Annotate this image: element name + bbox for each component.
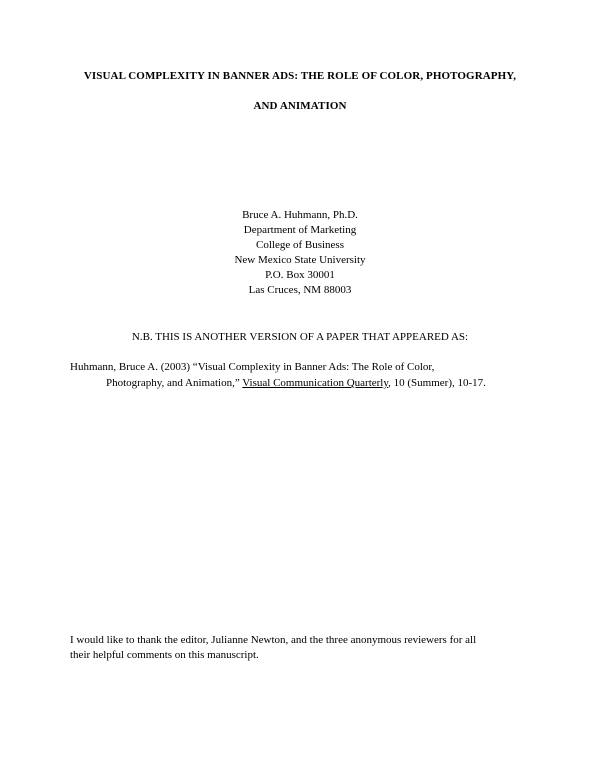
author-university: New Mexico State University: [234, 254, 366, 266]
author-city: Las Cruces, NM 88003: [248, 284, 352, 296]
acknowledgement-line-2: their helpful comments on this manuscript.: [70, 649, 259, 661]
version-note: N.B. THIS IS ANOTHER VERSION OF A PAPER THAT APPEARED AS:: [131, 331, 469, 343]
citation-line-2: [70, 375, 540, 391]
citation-text: Photography, and Animation,”: [106, 377, 243, 389]
journal-title: Visual Communication Quarterly: [242, 377, 389, 389]
author-po-box: P.O. Box 30001: [265, 269, 335, 281]
author-block: [0, 208, 600, 298]
paper-title-line-1: VISUAL COMPLEXITY IN BANNER ADS: THE ROLE OF COLOR, PHOTOGRAPHY,: [83, 70, 517, 82]
acknowledgement: [70, 633, 540, 663]
acknowledgement-line-1: I would like to thank the editor, Julianne Newton, and the three anonymous reviewers for all: [70, 634, 477, 646]
citation-line-1: Huhmann, Bruce A. (2003) “Visual Complexity in Banner Ads: The Role of Color,: [70, 361, 435, 373]
citation-details: , 10 (Summer), 10-17.: [388, 377, 486, 389]
paper-title-line-2: AND ANIMATION: [253, 100, 347, 112]
author-college: College of Business: [256, 239, 344, 251]
author-name: Bruce A. Huhmann, Ph.D.: [242, 209, 358, 221]
author-department: Department of Marketing: [243, 224, 357, 236]
citation: [70, 359, 540, 391]
